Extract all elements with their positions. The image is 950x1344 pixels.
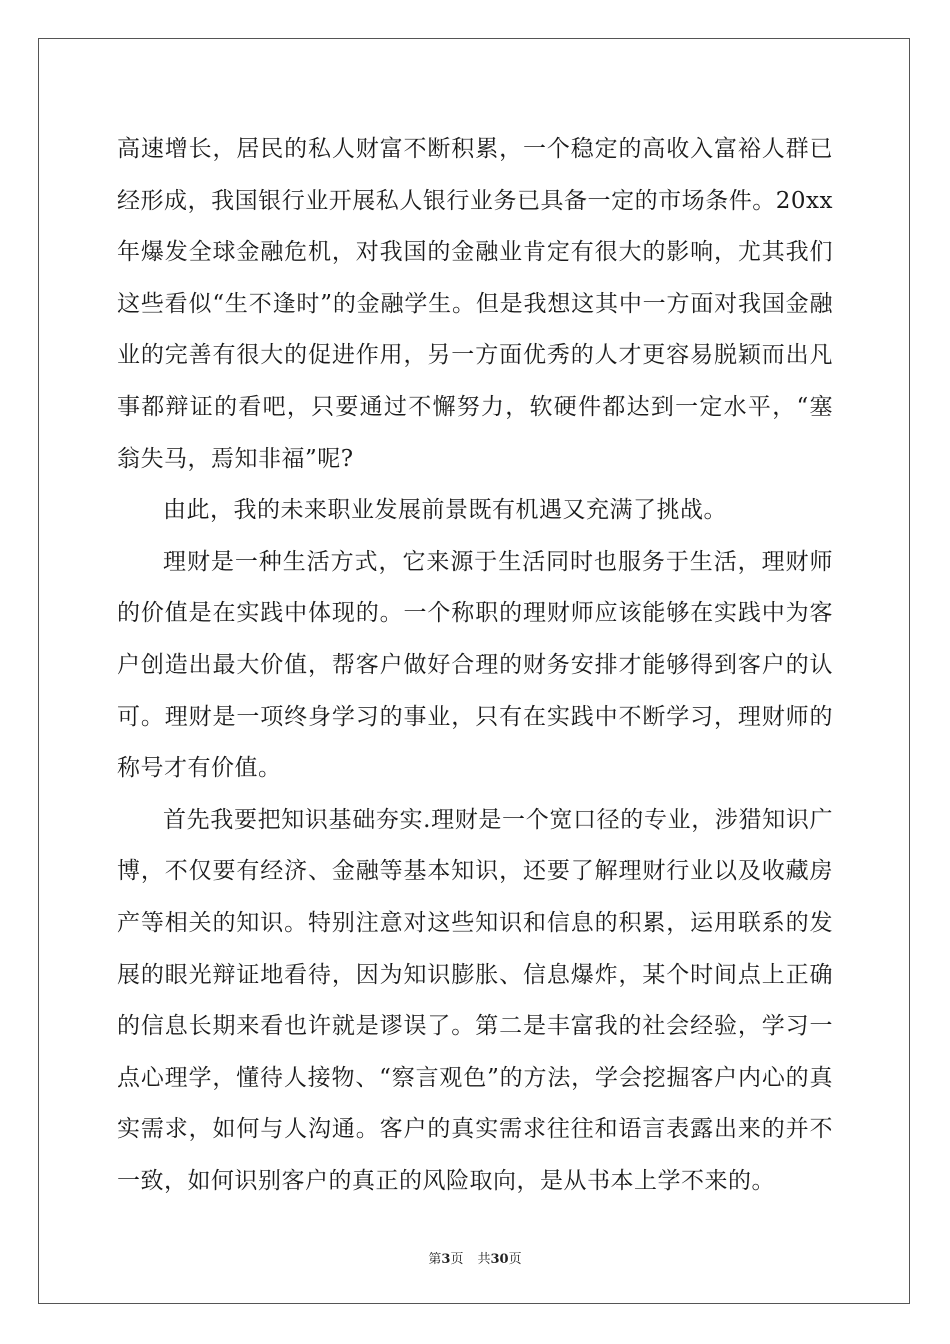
- paragraph-4: 首先我要把知识基础夯实.理财是一个宽口径的专业，涉猎知识广博，不仅要有经济、金融等基本知识，还要了解理财行业以及收藏房产等相关的知识。特别注意对这些知识和信息的积累，运用联系的发展的眼光辩证地看待，因为知识膨胀、信息爆炸，某个时间点上正确的信息长期来看也许就是谬误了。第二是丰富我的社会经验，学习一点心理学，懂待人接物、“察言观色”的方法，学会挖掘客户内心的真实需求，如何与人沟通。客户的真实需求往往和语言表露出来的并不一致，如何识别客户的真正的风险取向，是从书本上学不来的。: [117, 806, 833, 1194]
- footer-prefix: 第: [428, 1252, 442, 1267]
- document-body: [117, 124, 833, 1207]
- footer-page-number: 3: [441, 1252, 451, 1267]
- paragraph-1: 高速增长，居民的私人财富不断积累，一个稳定的高收入富裕人群已经形成，我国银行业开展私人银行业务已具备一定的市场条件。20xx年爆发全球金融危机，对我国的金融业肯定有很大的影响，尤其我们这些看似“生不逢时”的金融学生。但是我想这其中一方面对我国金融业的完善有很大的促进作用，另一方面优秀的人才更容易脱颖而出凡事都辩证的看吧，只要通过不懈努力，软硬件都达到一定水平，“塞翁失马，焉知非福”呢?: [117, 136, 833, 472]
- paragraph-2: 由此，我的未来职业发展前景既有机遇又充满了挑战。: [163, 497, 727, 524]
- footer-page-suffix: 页: [450, 1252, 464, 1267]
- paragraph-3: 理财是一种生活方式，它来源于生活同时也服务于生活，理财师的价值是在实践中体现的。一个称职的理财师应该能够在实践中为客户创造出最大价值，帮客户做好合理的财务安排才能够得到客户的认可。理财是一项终身学习的事业，只有在实践中不断学习，理财师的称号才有价值。: [117, 548, 833, 782]
- footer-total-suffix: 页: [508, 1252, 522, 1267]
- footer-total-prefix: 共: [477, 1252, 491, 1267]
- page-footer: [0, 1248, 950, 1267]
- footer-total-pages: 30: [490, 1252, 509, 1267]
